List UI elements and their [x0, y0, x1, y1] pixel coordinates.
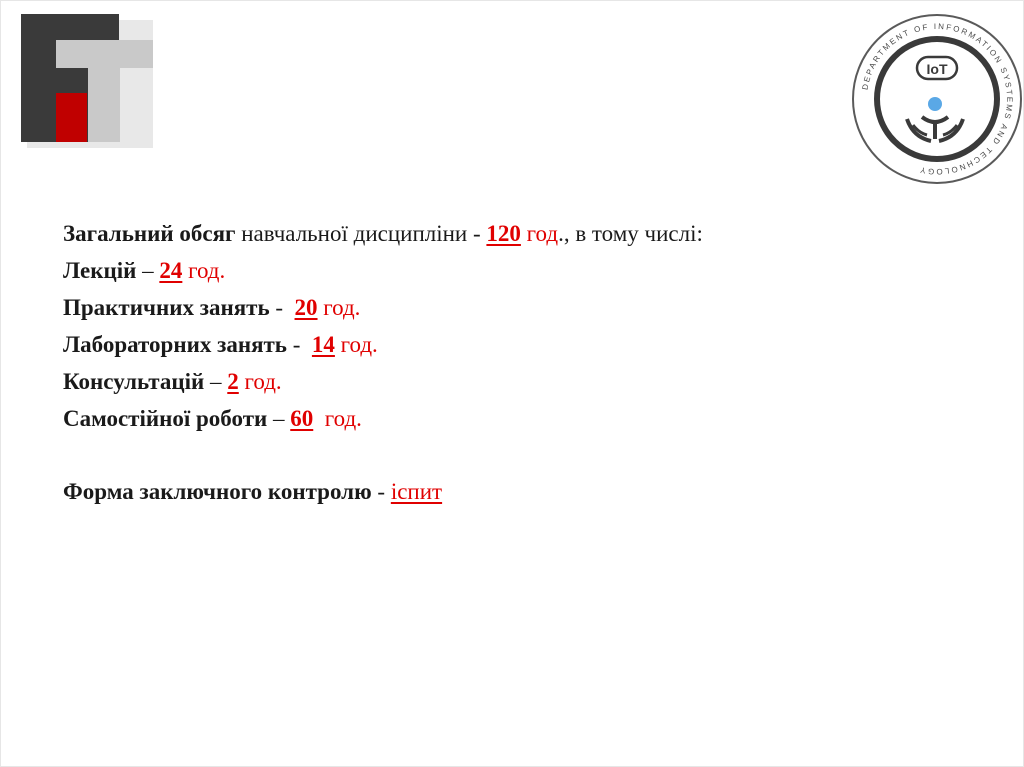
total-label: Загальний обсяг: [63, 221, 236, 246]
practical-line: [63, 289, 703, 326]
practical-label: Практичних занять: [63, 295, 270, 320]
svg-text:DEPARTMENT OF INFORMATION SYST: DEPARTMENT OF INFORMATION SYSTEMS AND TECHNOLOGY: [860, 21, 1015, 177]
consult-label: Консультацій: [63, 369, 205, 394]
svg-text:IoT: IoT: [926, 61, 948, 77]
total-hours-line: [63, 215, 703, 252]
labs-value: 14: [311, 332, 335, 357]
consult-line: [63, 363, 703, 400]
control-line: [63, 473, 703, 510]
lectures-label: Лекцій: [63, 258, 137, 283]
consult-unit: год.: [238, 369, 282, 394]
lectures-unit: год.: [182, 258, 226, 283]
selfwork-line: [63, 400, 703, 437]
selfwork-unit: год.: [313, 406, 362, 431]
labs-line: [63, 326, 703, 363]
lectures-value: 24: [159, 258, 183, 283]
total-mid-text: навчальної дисципліни -: [235, 221, 487, 246]
practical-value: 20: [294, 295, 318, 320]
lectures-sep: –: [136, 258, 160, 283]
spacer: [63, 437, 703, 473]
selfwork-label: Самостійної роботи: [63, 406, 268, 431]
total-tail: ., в тому числі:: [558, 221, 703, 246]
lectures-line: [63, 252, 703, 289]
control-label: Форма заключного контролю: [63, 479, 372, 504]
course-hours-info: [63, 215, 703, 510]
consult-sep: –: [204, 369, 228, 394]
iot-seal-icon: [847, 9, 1024, 189]
consult-value: 2: [227, 369, 239, 394]
labs-sep: -: [286, 332, 312, 357]
control-value: іспит: [390, 479, 443, 504]
total-value: 120: [486, 221, 521, 246]
practical-sep: -: [269, 295, 295, 320]
selfwork-value: 60: [290, 406, 314, 431]
total-unit: год: [520, 221, 559, 246]
ft-logo-icon: [21, 14, 157, 148]
selfwork-sep: –: [267, 406, 291, 431]
practical-unit: год.: [317, 295, 361, 320]
labs-label: Лабораторних занять: [63, 332, 287, 357]
labs-unit: год.: [334, 332, 378, 357]
control-sep: -: [371, 479, 391, 504]
